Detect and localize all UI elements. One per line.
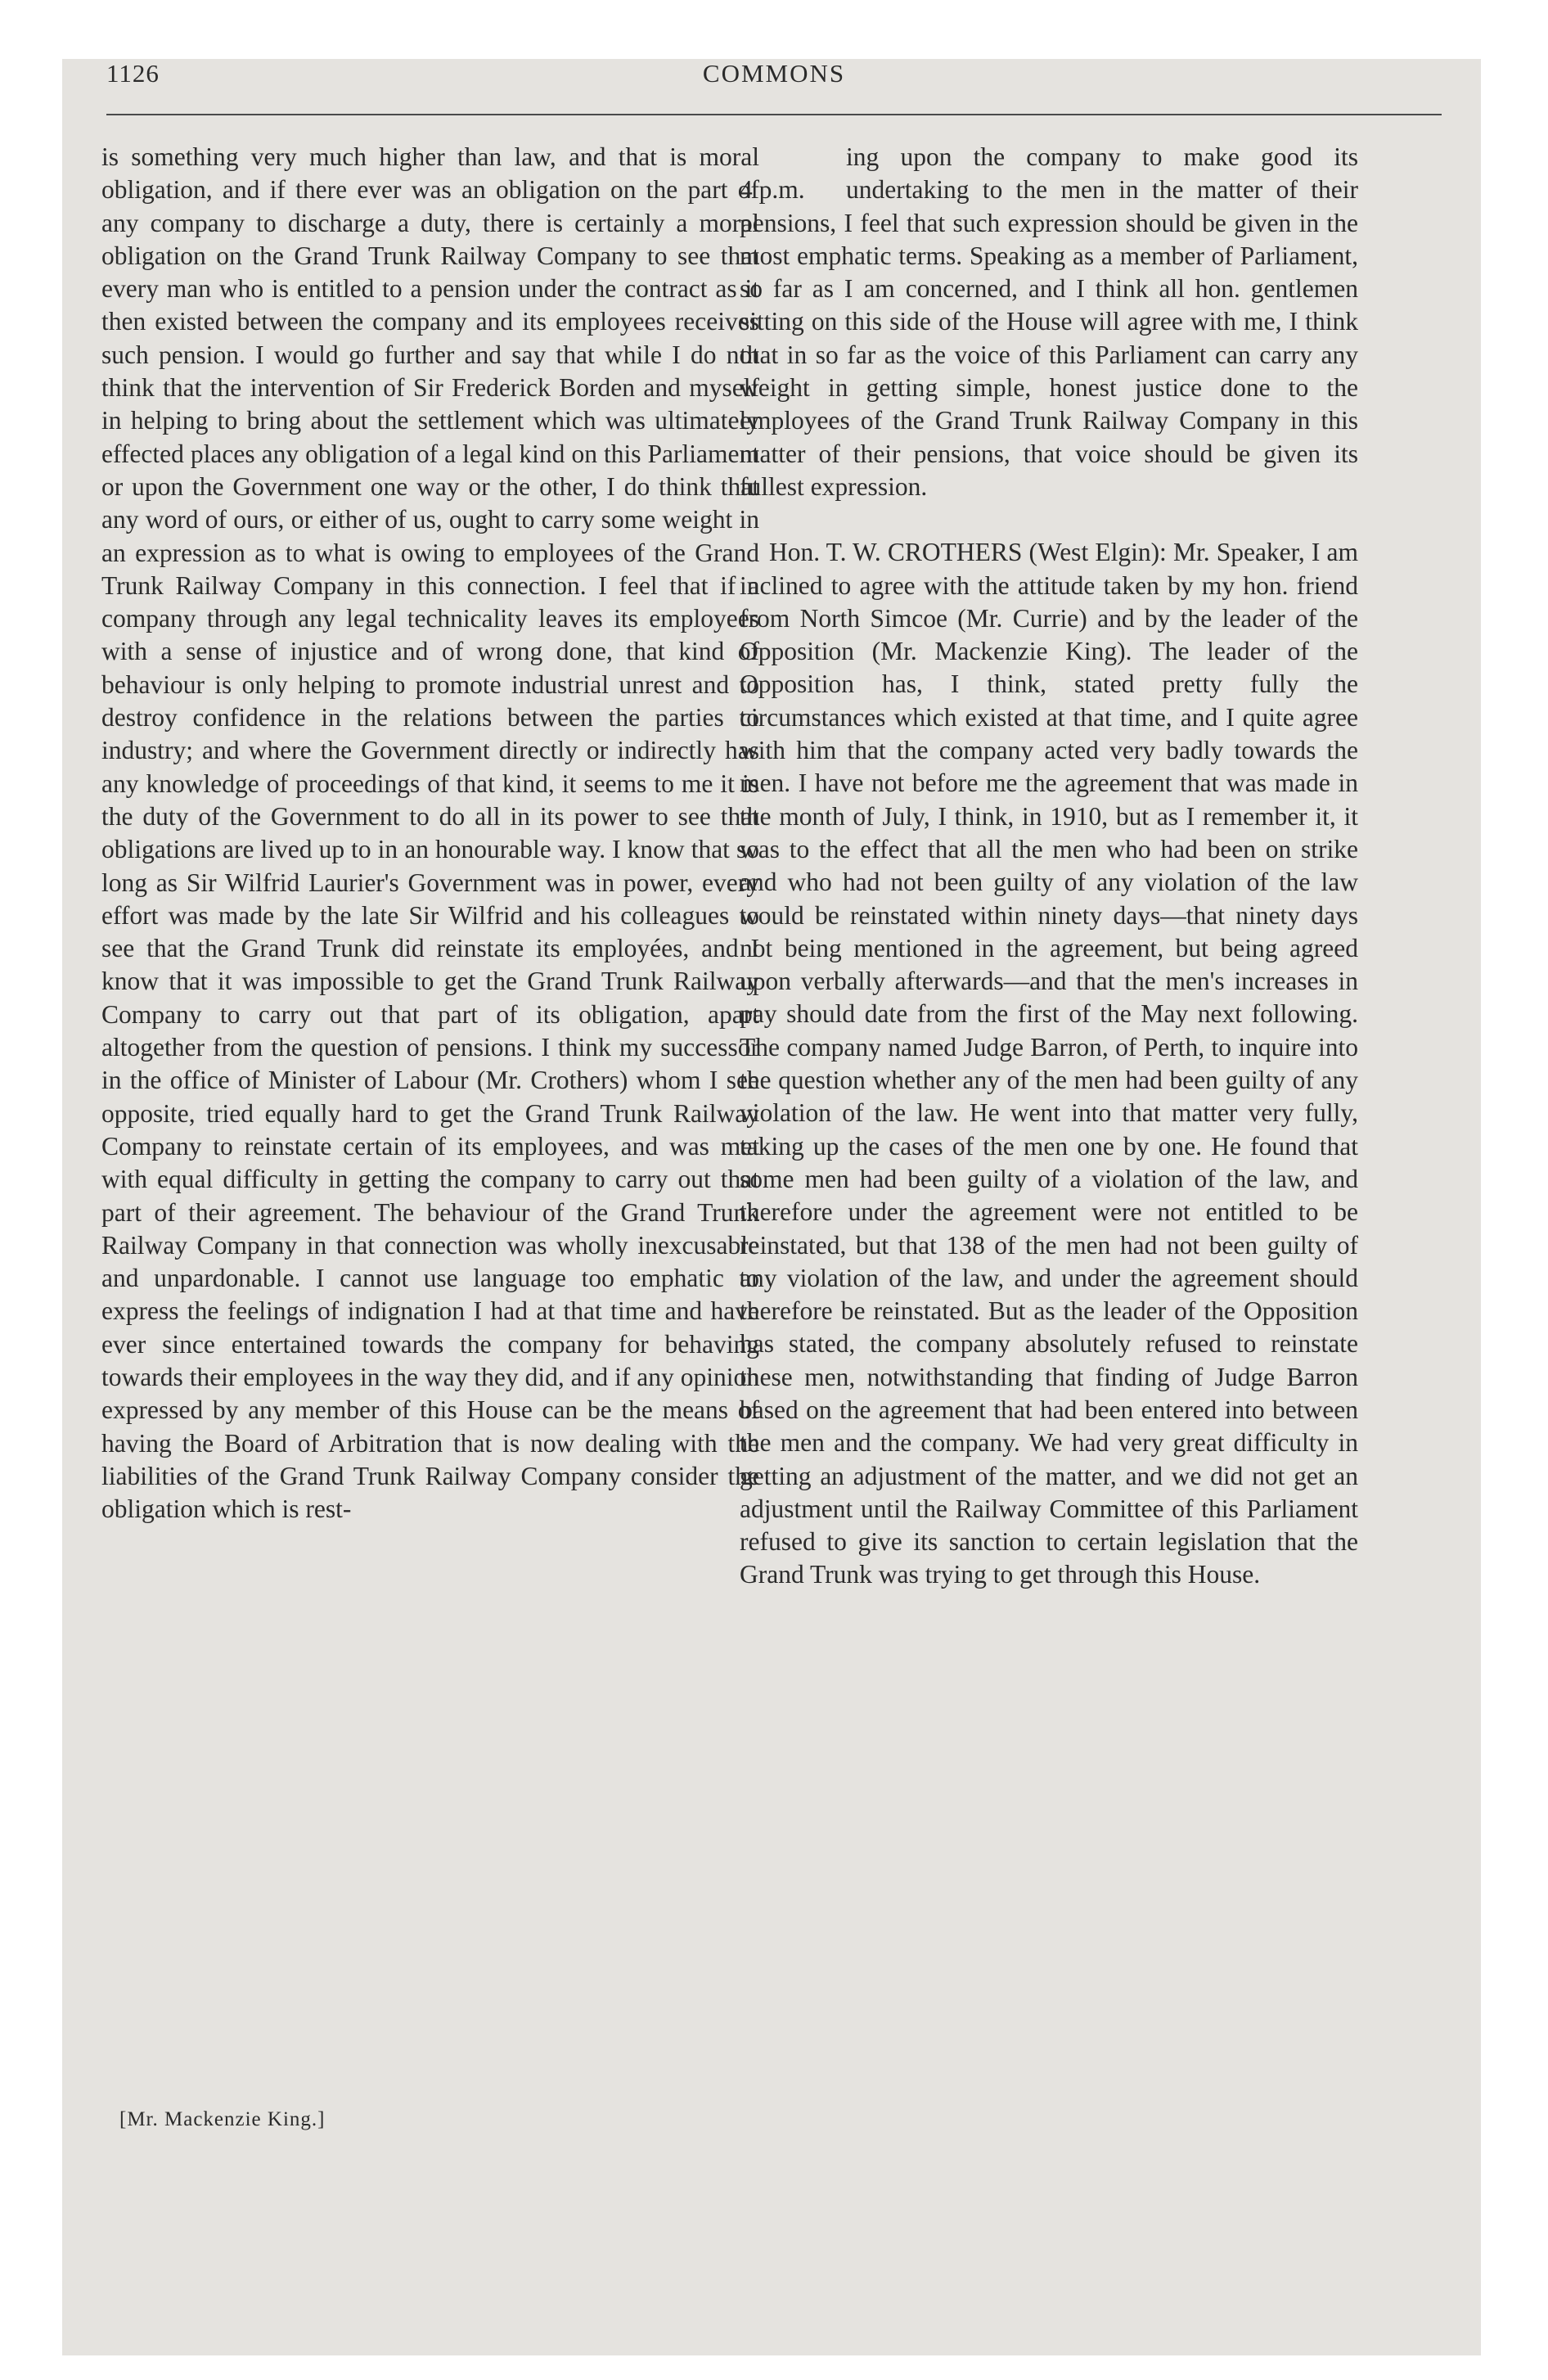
page-header bbox=[106, 59, 1442, 97]
page-number: 1126 bbox=[106, 59, 160, 88]
left-column-text: is something very much higher than law, and that is moral obligation, and if there ever was an obligation on the part of any company to discharge a duty, there is certainly a moral obligation on the Grand Trunk Railway Company to see that every man who is entitled to a pension under the contract as it then existed between the company and its employees receives such pension. I would go further and say that while I do not think that the intervention of Sir Frederick Borden and myself in helping to bring about the settlement which was ultimately effected places any obligation of a legal kind on this Parliament or upon the Government one way or the other, I do think that any word of ours, or either of us, ought to carry some weight in an expression as to what is owing to employees of the Grand Trunk Railway Company in this connection. I feel that if a company through any legal technicality leaves its employees with a sense of injustice and of wrong done, that kind of behaviour is only helping to promote industrial unrest and to destroy confidence in the relations between the parties to industry; and where the Government directly or indirectly has any knowledge of proceedings of that kind, it seems to me it is the duty of the Government to do all in its power to see that obligations are lived up to in an honourable way. I know that so long as Sir Wilfrid Laurier's Government was in power, every effort was made by the late Sir Wilfrid and his colleagues to see that the Grand Trunk did reinstate its employées, and I know that it was impossible to get the Grand Trunk Railway Company to carry out that part of its obligation, apart altogether from the question of pensions. I think my successor in the office of Minister of Labour (Mr. Crothers) whom I see opposite, tried equally hard to get the Grand Trunk Railway Company to reinstate certain of its employees, and was met with equal difficulty in getting the company to carry out that part of their agreement. The behaviour of the Grand Trunk Railway Company in that connection was wholly inexcusable and unpardonable. I cannot use language too emphatic to express the feelings of indignation I had at that time and have ever since entertained towards the company for behaving towards their employees in the way they did, and if any opinion expressed by any member of this House can be the means of having the Board of Arbitration that is now dealing with the liabilities of the Grand Trunk Railway Company consider the obligation which is rest- bbox=[101, 142, 759, 1524]
speaker-footer-note: [Mr. Mackenzie King.] bbox=[119, 2108, 326, 2130]
speech-gap bbox=[740, 503, 1358, 536]
running-head: COMMONS bbox=[702, 59, 846, 88]
time-note: 4 p.m. bbox=[740, 175, 805, 204]
right-column bbox=[740, 141, 1358, 1592]
left-column bbox=[101, 141, 759, 1526]
right-column-opening-body: ing upon the company to make good its undertaking to the men in the matter of their pensions, I feel that such expression should be given in the most emphatic terms. Speaking as a member of Parliament, so far as I am concerned, and I think all hon. gentlemen sitting on this side of the House will agree with me, I think that in so far as the voice of this Parliament can carry any weight in getting simple, honest justice done to the employees of the Grand Trunk Railway Company in this matter of their pensions, that voice should be given its fullest expression. bbox=[740, 142, 1358, 501]
speaker-name: Hon. T. W. CROTHERS (West Elgin): bbox=[769, 538, 1167, 567]
header-rule bbox=[106, 114, 1442, 115]
speech-text: Mr. Speaker, I am inclined to agree with the attitude taken by my hon. friend from North Simcoe (Mr. Currie) and by the leader of the Opposition (Mr. Mackenzie King). The leader of the Opposition has, I think, stated pretty fully the circumstances which existed at that time, and I quite agree with him that the company acted very badly towards the men. I have not before me the agreement that was made in the month of July, I think, in 1910, but as I remember it, it was to the effect that all the men who had been on strike and who had not been guilty of any violation of the law would be reinstated within ninety days—that ninety days not being mentioned in the agreement, but being agreed upon verbally afterwards—and that the men's increases in pay should date from the first of the May next following. The company named Judge Barron, of Perth, to inquire into the question whether any of the men had been guilty of any violation of the law. He went into that matter very fully, taking up the cases of the men one by one. He found that some men had been guilty of a violation of the law, and therefore under the agreement were not entitled to be reinstated, but that 138 of the men had not been guilty of any violation of the law, and under the agreement should therefore be reinstated. But as the leader of the Opposition has stated, the company absolutely refused to reinstate these men, notwithstanding that finding of Judge Barron based on the agreement that had been entered into between the men and the company. We had very great difficulty in getting an adjustment of the matter, and we did not get an adjustment until the Railway Committee of this Parliament refused to give its sanction to certain legislation that the Grand Trunk was trying to get through this House. bbox=[740, 538, 1358, 1589]
right-column-opening-text bbox=[740, 141, 1358, 503]
crothers-speech bbox=[740, 536, 1358, 1592]
